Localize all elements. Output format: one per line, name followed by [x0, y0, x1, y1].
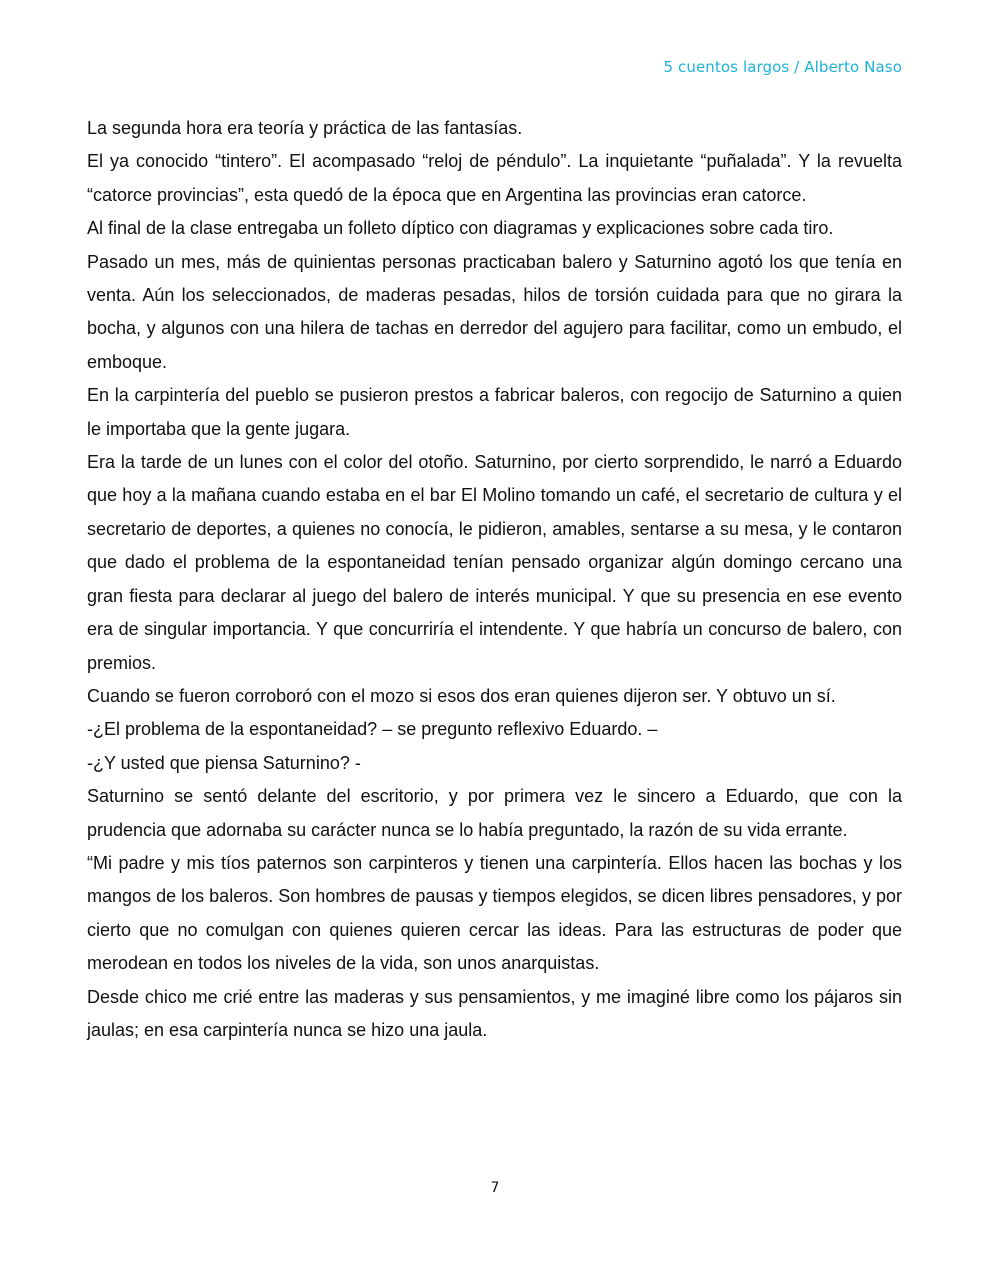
- body-text: [87, 112, 902, 1047]
- paragraph: Pasado un mes, más de quinientas personas practicaban balero y Saturnino agotó los que tenía en venta. Aún los seleccionados, de maderas pesadas, hilos de torsión cuidada para que no girara la bocha, y algunos con una hilera de tachas en derredor del agujero para facilitar, como un embudo, el emboque.: [87, 251, 902, 372]
- paragraph: Era la tarde de un lunes con el color del otoño. Saturnino, por cierto sorprendido, le narró a Eduardo que hoy a la mañana cuando estaba en el bar El Molino tomando un café, el secretario de cultura y el secretario de deportes, a quienes no conocía, le pidieron, amables, sentarse a su mesa, y le contaron que dado el problema de la espontaneidad tenían pensado organizar algún domingo cercano una gran fiesta para declarar al juego del balero de interés municipal. Y que su presencia en ese evento era de singular importancia. Y que concurriría el intendente. Y que habría un concurso de balero, con premios.: [87, 452, 902, 673]
- paragraph: -¿Y usted que piensa Saturnino? -: [87, 752, 361, 773]
- paragraph: Cuando se fueron corroboró con el mozo si esos dos eran quienes dijeron ser. Y obtuvo un sí.: [87, 685, 836, 706]
- paragraph: En la carpintería del pueblo se pusieron prestos a fabricar baleros, con regocijo de Saturnino a quien le importaba que la gente jugara.: [87, 385, 902, 439]
- paragraph: Al final de la clase entregaba un folleto díptico con diagramas y explicaciones sobre cada tiro.: [87, 218, 834, 239]
- running-header: 5 cuentos largos / Alberto Naso: [663, 58, 902, 76]
- paragraph: La segunda hora era teoría y práctica de las fantasías.: [87, 118, 523, 138]
- paragraph: -¿El problema de la espontaneidad? – se pregunto reflexivo Eduardo. –: [87, 719, 658, 740]
- paragraph: “Mi padre y mis tíos paternos son carpinteros y tienen una carpintería. Ellos hacen las bochas y los mangos de los baleros. Son hombres de pausas y tiempos elegidos, se dicen libres pensadores, y por cierto que no comulgan con quienes quieren cercar las ideas. Para las estructuras de poder que merodean en todos los niveles de la vida, son unos anarquistas.: [87, 852, 902, 974]
- page-number: 7: [490, 1180, 500, 1196]
- paragraph: Desde chico me crié entre las maderas y sus pensamientos, y me imaginé libre como los pájaros sin jaulas; en esa carpintería nunca se hizo una jaula.: [87, 986, 902, 1040]
- paragraph: Saturnino se sentó delante del escritorio, y por primera vez le sincero a Eduardo, que con la prudencia que adornaba su carácter nunca se lo había preguntado, la razón de su vida errante.: [87, 786, 902, 840]
- paragraph: El ya conocido “tintero”. El acompasado “reloj de péndulo”. La inquietante “puñalada”. Y la revuelta “catorce provincias”, esta quedó de la época que en Argentina las provincias eran catorce.: [87, 151, 902, 205]
